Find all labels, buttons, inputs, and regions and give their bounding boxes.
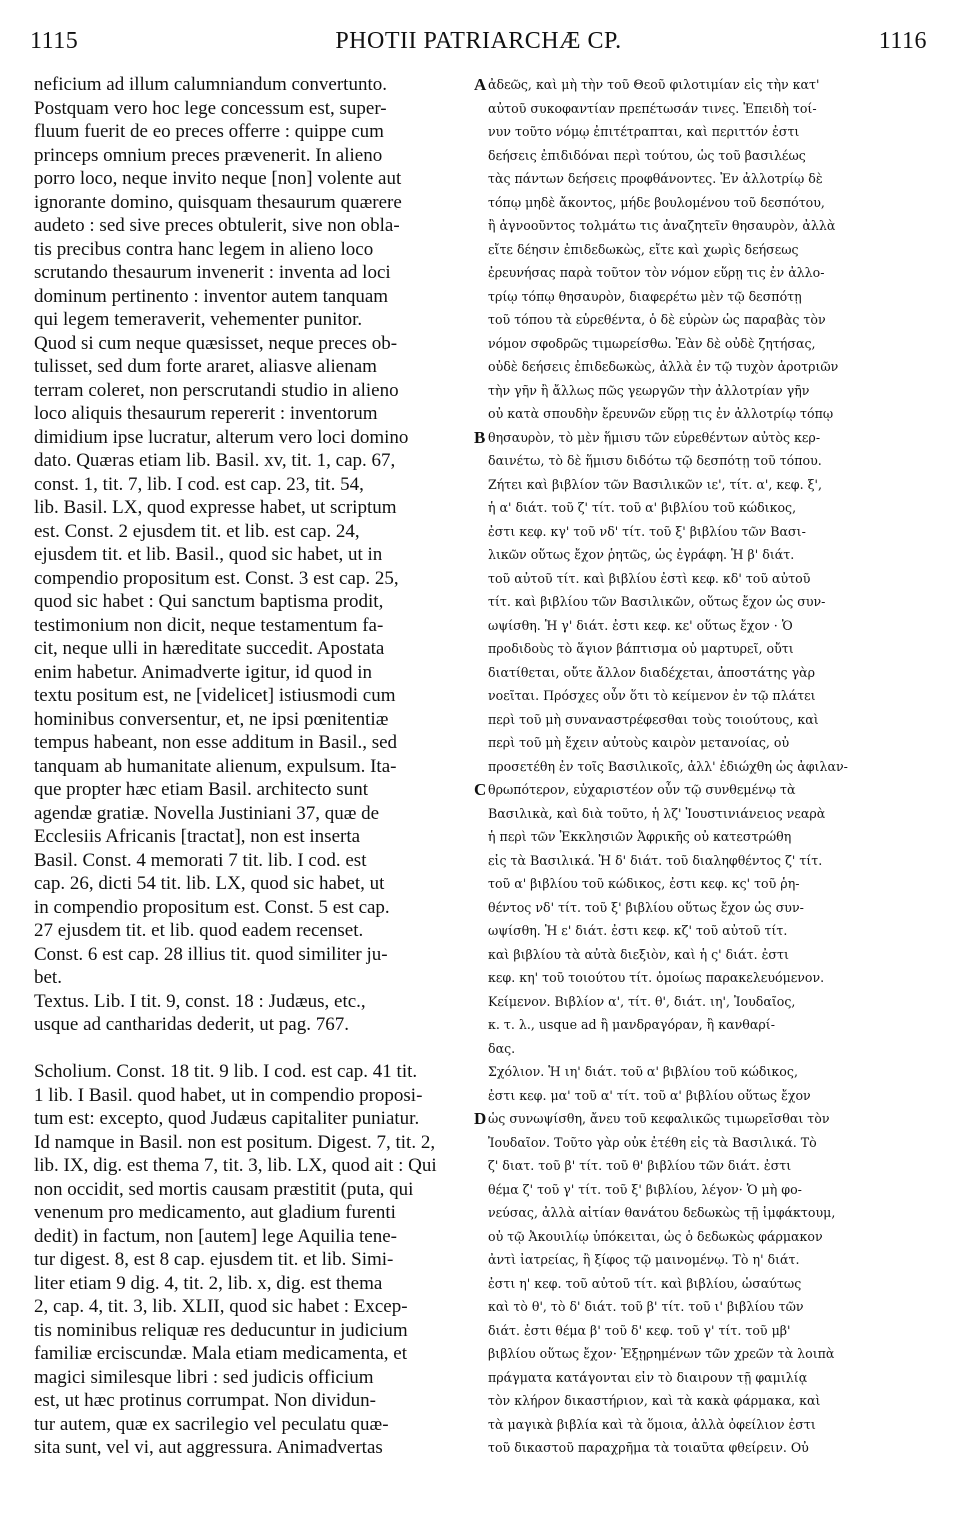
greek-text-line: τὰ μαγικὰ βιβλία καὶ τὰ ὅμοια, ἀλλὰ ὀφείλιον ἐστι [488,1416,816,1432]
greek-text-line: τόπῳ μηδὲ ἄκοντος, μήδε βουλομένου τοῦ δεσπότου, [488,194,825,210]
greek-text-line: κ. τ. λ., usque ad ἢ μανδραγόραν, ἢ κανθαρί- [488,1017,775,1032]
greek-text-line: προδιδοὺς τὸ ἅγιον βάπτισμα οὐ μαρτυρεῖ, οὔτι [488,641,794,656]
latin-text-line: que propter hæc etiam Basil. architecto sunt [34,779,368,800]
greek-text-line: λικῶν οὕτως ἔχον ῥητῶς, ὡς ἐγράφη. Ἡ β' διάτ. [488,547,795,562]
latin-text-line: in compendio propositum est. Const. 5 est cap. [34,896,390,918]
greek-text-line: τοῦ α' βιβλίου τοῦ κώδικος, ἐστι κεφ. κς' τοῦ ῥη- [488,876,800,891]
greek-text-line: τὸν κλήρον δικαστήριον, καὶ τὰ κακὰ φάρμακα, καὶ [488,1393,821,1408]
greek-text-line: οὐ τῷ Ἀκουιλίῳ ὑπόκειται, ὡς ὁ δεδωκὼς φάρμακον [488,1228,823,1244]
greek-text-line: τοῦ αὐτοῦ τίτ. καὶ βιβλίου ἐστὶ κεφ. κδ' τοῦ αὐτοῦ [488,570,811,586]
greek-text-line: περὶ τοῦ μὴ συναναστρέφεσθαι τοὺς τοιούτους, καὶ [488,711,819,727]
greek-text-line: οὐ κατὰ σπουδὴν ἔρευνῶν εὕρῃ τις ἐν ἀλλοτρίῳ τόπῳ [488,406,834,421]
page-number-right: 1116 [878,28,927,54]
latin-text-line: neficium ad illum calumniandum convertunto. [34,74,387,95]
latin-text-line: 2, cap. 4, tit. 3, lib. XLII, quod sic habet : Excep- [34,1296,408,1317]
greek-text-line: ἐστι κεφ. μα' τοῦ α' τίτ. τοῦ α' βιβλίου οὕτως ἔχον [488,1087,811,1103]
greek-text-line: τὰς πάντων δεήσεις προφθάνοντες. Ἐν ἀλλοτρίῳ δὲ [488,171,823,186]
greek-text-line: κεφ. κη' τοῦ τοιούτου τίτ. ὁμοίως παρακελευόμενον. [488,970,825,985]
latin-text-line: dimidium ipse lucratur, alterum vero loci domino [34,426,409,448]
latin-text-line: audeto : sed sive preces obtulerit, sive non obla- [34,215,400,236]
greek-text-line: δεήσεις ἐπιδιδόναι περὶ τούτου, ὡς τοῦ βασιλέως [488,147,806,163]
latin-text-line: tanquam ab humanitate alienum, expulsum. Ita- [34,755,397,777]
greek-text-line: καὶ βιβλίου τὰ αὐτὰ διεξιὸν, καὶ ἡ ς' διάτ. ἐστι [488,946,789,962]
greek-text-line: νυν τοῦτο νόμῳ ἐπιτέτραπται, καὶ περιττόν ἐστι [488,124,800,139]
latin-text-line: Postquam vero hoc lege concessum est, super- [34,97,387,119]
greek-text-line: νεύσας, ἀλλὰ αἰτίαν θανάτου δεδωκὼς τῇ ἰμφάκτουμ, [488,1205,836,1220]
greek-text-line: Βασιλικὰ, καὶ διὰ τοῦτο, ἡ λζ' Ἰουστινιάνειος νεαρὰ [488,805,826,821]
greek-text-line: πράγματα κατάγονται εἰν τὸ διαιρουν τῇ φαμιλίᾳ [488,1369,808,1385]
latin-text-line: cap. 26, dicti 54 tit. lib. LX, quod sic habet, ut [34,873,385,894]
greek-text-line: διάτ. ἐστι θέμα β' τοῦ δ' κεφ. τοῦ γ' τίτ. τοῦ μβ' [488,1322,791,1338]
latin-text-line: tis precibus contra hanc legem in alieno loco [34,238,374,260]
latin-text-line: dedit) in factum, non [autem] lege Aquilia tene- [34,1225,397,1247]
greek-text-line: δας. [488,1040,516,1056]
greek-text-line: νόμον σφοδρῶς τιμωρείσθω. Ἐὰν δὲ οὐδὲ ζητήσας, [488,335,816,351]
latin-text-line: enim habetur. Animadverte igitur, id quod in [34,661,373,683]
greek-text-line: ἐρευνήσας παρὰ τοῦτον τὸν νόμον εὕρῃ τις ἐν ἀλλο- [488,265,825,280]
greek-text-line: ζ' διατ. τοῦ β' τίτ. τοῦ θ' βιβλίου τῶν διάτ. ἐστι [488,1158,792,1173]
latin-text-line: dominum pertinento : inventor autem tanquam [34,285,389,307]
latin-text-line: est. Const. 2 ejusdem tit. et lib. est cap. 24, [34,520,360,542]
latin-text-line: lib. Basil. LX, quod expresse habet, ut scriptum [34,497,397,518]
latin-text-line: Id namque in Basil. non est positum. Digest. 7, tit. 2, [34,1131,436,1153]
latin-text-line: terram coleret, non perscrutandi studio in alieno [34,379,399,401]
greek-text-line: ἐστι η' κεφ. τοῦ αὐτοῦ τίτ. καὶ βιβλίου, ὡσαύτως [488,1275,802,1291]
margin-letter: B [474,427,486,447]
greek-text-line: διατίθεται, οὔτε ἄλλον διαδέχεται, ἀποστάτης γὰρ [488,664,816,680]
greek-text-line: προσετέθη ἐν τοῖς Βασιλικοῖς, ἀλλ' ἐδιώχθη ὡς ἀφιλαν- [488,758,848,774]
latin-text-line: tur digest. 8, est 8 cap. ejusdem tit. et lib. Simi- [34,1249,394,1270]
greek-text-line: θησαυρὸν, τὸ μὲν ἥμισυ τῶν εὑρεθέντων αὐτὸς κερ- [488,429,821,445]
greek-text-line: ἀντὶ ἰατρείας, ἢ ξίφος τῷ μαινομένῳ. Τὸ η' διάτ. [488,1252,800,1267]
greek-column [488,73,928,1460]
latin-text-line: 1 lib. I Basil. quod habet, ut in compendio proposi- [34,1084,423,1106]
greek-text-line: θέμα ζ' τοῦ γ' τίτ. τοῦ ξ' βιβλίου, λέγον· Ὁ μὴ φο- [488,1181,802,1197]
greek-text-line: τοῦ δικαστοῦ παραχρῆμα τὰ τοιαῦτα φθείρειν. Οὐ [488,1440,809,1455]
greek-text-line: νοεῖται. Πρόσχες οὖν ὅτι τὸ κείμενον ἐν τῷ πλάτει [488,688,816,703]
latin-text-line: Scholium. Const. 18 tit. 9 lib. I cod. est cap. 41 tit. [34,1061,418,1082]
greek-text-line: ἢ ἀγνοοῦντος τολμάτω τις ἀναζητεῖν θησαυρὸν, ἀλλὰ [488,218,836,233]
latin-text-line: testimonium non dicit, neque testamentum fa- [34,614,384,636]
latin-text-line: hominibus conversentur, et, ne ipsi pœnitentiæ [34,708,389,730]
latin-text-line: qui legem temeraverit, vehementer punitor. [34,309,363,330]
latin-text-line: sita sunt, vel vi, aut aggressura. Animadvertas [34,1437,383,1458]
latin-text-line: venenum pro medicamento, aut gladium furenti [34,1202,396,1223]
latin-text-line: fluum fuerit de eo preces offerre : quippe cum [34,121,384,142]
latin-text-line: tulisset, sed dum forte araret, aliasve alienam [34,356,377,377]
latin-text-line: const. 1, tit. 7, lib. I cod. est cap. 23, tit. 54, [34,473,364,495]
latin-text-line: tempus habeant, non esse additum in Basil., sed [34,732,398,753]
greek-text-line: τὴν γῆν ἢ ἄλλως πῶς γεωργῶν τὴν ἀλλοτρίαν γῆν [488,382,810,398]
latin-text-line: tur autem, quæ ex sacrilegio vel peculatu quæ- [34,1413,389,1435]
greek-text-line: αὐτοῦ συκοφαντίαν πρεπέτωσάν τινες. Ἐπειδὴ τοί- [488,100,817,116]
latin-text-line: loco aliquis thesaurum repererit : inventorum [34,403,378,424]
latin-text-line: compendio propositum est. Const. 3 est cap. 25, [34,567,399,589]
latin-text-line: Basil. Const. 4 memorati 7 tit. lib. I cod. est [34,849,367,871]
latin-text-line: magici similesque libri : sed judicis officium [34,1366,374,1388]
greek-text-line: ἡ περὶ τῶν Ἐκκλησιῶν Ἀφρικῆς οὐ κατεστρώθη [488,829,792,844]
latin-text-line: lib. IX, dig. est thema 7, tit. 3, lib. LX, quod ait : Qui [34,1155,437,1176]
page-header [30,28,927,64]
latin-text-line: agendæ gratiæ. Novella Justiniani 37, quæ de [34,802,380,824]
greek-text-line: ἐστι κεφ. κγ' τοῦ νδ' τίτ. τοῦ ξ' βιβλίου τῶν Βασι- [488,523,806,539]
latin-column [34,73,474,1460]
latin-text-line: porro loco, neque invito neque [non] volente aut [34,168,402,189]
latin-text-line: cit, neque ulli in hæreditate succedit. Apostata [34,638,385,659]
latin-text-line: ejusdem tit. et lib. Basil., quod sic habet, ut in [34,544,383,565]
greek-text-line: ἡ α' διάτ. τοῦ ζ' τίτ. τοῦ α' βιβλίου τοῦ κώδικος, [488,500,797,515]
latin-text-line: princeps omnium preces prævenerit. In alieno [34,144,383,166]
greek-text-line: θέντος νδ' τίτ. τοῦ ξ' βιβλίου οὕτως ἔχον ὡς συν- [488,899,804,915]
latin-text-line: tum est: excepto, quod Judæus capitaliter puniatur. [34,1108,420,1129]
latin-text-line: usque ad cantharidas dederit, ut pag. 767. [34,1014,349,1035]
running-title: PHOTII PATRIARCHÆ CP. [335,28,622,54]
latin-text-line [34,1037,474,1061]
greek-text-line: ἀδεῶς, καὶ μὴ τὴν τοῦ Θεοῦ φιλοτιμίαν εἰς τὴν κατ' [488,77,820,92]
latin-text-line: Ecclesiis Africanis [tractat], non est inserta [34,826,361,847]
page-number-left: 1115 [30,28,79,54]
greek-text-line: Ἰουδαῖον. Τοῦτο γὰρ οὐκ ἐτέθη εἰς τὰ Βασιλικά. Τὸ [488,1134,817,1150]
greek-text-line: Σχόλιον. Ἡ ιη' διάτ. τοῦ α' βιβλίου τοῦ κώδικος, [488,1064,798,1079]
greek-text-line: Κείμενον. Βιβλίον α', τίτ. θ', διάτ. ιη', Ἰουδαῖος, [488,993,796,1009]
latin-text-line: Quod si cum neque quæsisset, neque preces ob- [34,332,398,354]
latin-text-line: bet. [34,967,62,988]
greek-text-line: βιβλίου οὕτως ἔχον· Ἐξῃρημένων τῶν χρεῶν τὰ λοιπὰ [488,1346,835,1361]
latin-text-line: 27 ejusdem tit. et lib. quod eadem recenset. [34,920,364,941]
latin-text-line: est, ut hæc protinus corrumpat. Non dividun- [34,1390,376,1411]
latin-text-line: scrutando thesaurum invenerit : inventa ad loci [34,262,391,283]
latin-text-line: dato. Quæras etiam lib. Basil. xv, tit. 1, cap. 67, [34,450,396,471]
greek-text-line: καὶ τὸ θ', τὸ δ' διάτ. τοῦ β' τίτ. τοῦ ι' βιβλίου τῶν [488,1299,804,1314]
latin-text-line: non occidit, sed mortis causam præstitit (puta, qui [34,1178,414,1200]
greek-text-line: περὶ τοῦ μὴ ἔχειν αὐτοὺς καιρὸν μετανοίας, οὐ [488,735,790,750]
greek-text-line: Ζήτει καὶ βιβλίον τῶν Βασιλικῶν ιε', τίτ. α', κεφ. ξ', [488,476,823,492]
greek-text-line: οὐδὲ δεήσεις ἐπιδεδωκὼς, ἀλλὰ ἐν τῷ τυχὸν ἀροτριῶν [488,359,839,374]
margin-letter: C [474,780,487,799]
greek-text-line: εἰς τὰ Βασιλικά. Ἡ δ' διάτ. τοῦ διαληφθέντος ζ' τίτ. [488,852,823,868]
greek-text-line: τοῦ τόπου τὰ εὑρεθέντα, ὁ δὲ εὑρὼν ὡς παραβὰς τὸν [488,312,826,327]
latin-text-line: textu positum est, ne [videlicet] istiusmodi cum [34,685,396,706]
greek-text-line: τίτ. καὶ βιβλίου τῶν Βασιλικῶν, οὕτως ἔχον ὡς συν- [488,594,826,609]
latin-text-line: Textus. Lib. I tit. 9, const. 18 : Judæus, etc., [34,990,366,1012]
greek-text-line: ὡς συνωψίσθη, ἄνευ τοῦ κεφαλικῶς τιμωρεῖσθαι τὸν [488,1111,830,1126]
margin-letter: A [474,75,487,94]
greek-text-line: εἴτε δέησιν ἐπιδεδωκὼς, εἴτε καὶ χωρὶς δεήσεως [488,241,799,257]
latin-text-line: quod sic habet : Qui sanctum baptisma prodit, [34,591,384,612]
latin-text-line: ignorante domino, quisquam thesaurum quærere [34,191,402,213]
latin-text-line: Const. 6 est cap. 28 illius tit. quod similiter ju- [34,943,388,965]
greek-text-line: θρωπότερον, εὐχαριστέον οὖν τῷ συνθεμένῳ τὰ [488,782,796,797]
latin-text-line: liter etiam 9 dig. 4, tit. 2, lib. x, dig. est thema [34,1272,383,1294]
greek-text-line: ωψίσθη. Ἡ γ' διάτ. ἐστι κεφ. κε' οὕτως ἔχον · Ὁ [488,617,793,633]
greek-text-line: τρίῳ τόπῳ θησαυρὸν, διαφερέτω μὲν τῷ δεσπότῃ [488,288,802,304]
latin-text-line: familiæ erciscundæ. Mala etiam medicamenta, et [34,1343,408,1364]
greek-text-line: ωψίσθη. Ἡ ε' διάτ. ἐστι κεφ. κζ' τοῦ αὐτοῦ τίτ. [488,923,788,938]
greek-text-line: δαινέτω, τὸ δὲ ἥμισυ διδότω τῷ δεσπότῃ τοῦ τόπου. [488,453,822,468]
latin-text-line: tis nominibus reliquæ res deducuntur in judicium [34,1319,408,1341]
margin-letter: D [474,1109,487,1128]
